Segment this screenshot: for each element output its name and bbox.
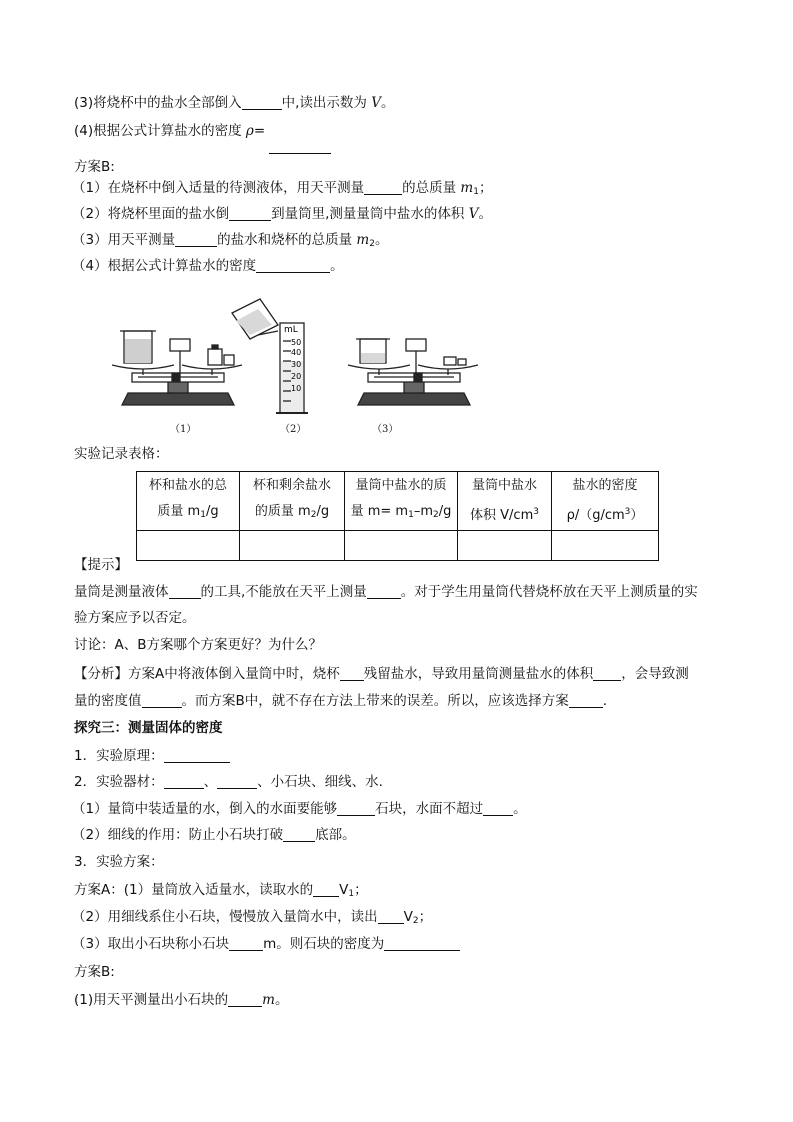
- table-cell[interactable]: [458, 531, 552, 561]
- table-row: [137, 531, 659, 561]
- plan-a-3: （3）取出小石块称小石块 m。则石块的密度为: [72, 934, 460, 954]
- line-step3a: (3)将烧杯中的盐水全部倒入 中,读出示数为 V。: [74, 95, 395, 111]
- balance-with-beaker-icon: [112, 331, 242, 405]
- principle-line: 1．实验原理：: [74, 746, 230, 766]
- analysis-line-2: 量的密度值 。而方案B中，就不存在方法上带来的误差。所以，应该选择方案 .: [74, 693, 608, 709]
- blank[interactable]: [256, 258, 330, 273]
- experiment-figure: [108, 295, 488, 420]
- blank[interactable]: [483, 801, 513, 816]
- tick-label: 20: [291, 372, 302, 381]
- line-b4: （4）根据公式计算盐水的密度 。: [72, 258, 344, 274]
- blank[interactable]: [242, 95, 282, 110]
- table-header-cell: 量筒中盐水 体积 $V/cm^3$: [458, 472, 552, 531]
- balance-with-small-beaker-icon: [348, 339, 478, 405]
- formula-blank[interactable]: [269, 153, 331, 154]
- table-cell[interactable]: [552, 531, 659, 561]
- hint-heading: 【提示】: [74, 557, 128, 573]
- blank[interactable]: [169, 584, 201, 599]
- blank[interactable]: [367, 584, 401, 599]
- blank[interactable]: [337, 801, 375, 816]
- blank[interactable]: [217, 774, 257, 789]
- table-header-cell: 量筒中盐水的质 量 $m= m_1-m_2/g$: [345, 472, 458, 531]
- note-1: （1）量筒中装适量的水，倒入的水面要能够 石块，水面不超过 。: [72, 801, 527, 817]
- blank[interactable]: [569, 693, 603, 708]
- blank[interactable]: [364, 180, 402, 195]
- tick-label: 30: [291, 360, 302, 369]
- table-header-cell: 杯和剩余盐水 的质量 $m_2/g$: [240, 472, 345, 531]
- blank[interactable]: [283, 827, 315, 842]
- plan-b-title: 方案B:: [74, 159, 115, 175]
- discussion: 讨论：A、B方案哪个方案更好？为什么？: [74, 637, 322, 653]
- blank[interactable]: [313, 882, 339, 897]
- table-cell[interactable]: [345, 531, 458, 561]
- figure-caption-3: （3）: [372, 424, 399, 435]
- tick-label: 50: [291, 338, 302, 347]
- equipment-line: 2．实验器材： 、 、小石块、细线、水.: [74, 774, 383, 790]
- tick-label: 10: [291, 384, 302, 393]
- figure-caption-1: （1）: [170, 424, 197, 435]
- plan-a-2: （2）用细线系住小石块，慢慢放入量筒水中，读出 $V_2$；: [72, 909, 433, 926]
- line-b2: （2）将烧杯里面的盐水倒 到量筒里,测量量筒中盐水的体积 V。: [72, 206, 492, 222]
- cylinder-unit: mL: [284, 325, 298, 335]
- plan-heading: 3．实验方案：: [74, 854, 164, 870]
- hint-line-1: 量筒是测量液体 的工具,不能放在天平上测量 。对于学生用量筒代替烧杯放在天平上测质量的实: [74, 584, 698, 600]
- analysis-line-1: 【分析】方案A中将液体倒入量筒中时，烧杯 残留盐水，导致用量筒测量盐水的体积 ，会导致测: [74, 666, 689, 682]
- blank[interactable]: [229, 936, 263, 951]
- blank[interactable]: [378, 909, 404, 924]
- table-cell[interactable]: [137, 531, 240, 561]
- note-2: （2）细线的作用：防止小石块打破 底部。: [72, 827, 356, 843]
- table-header-cell: 盐水的密度 $\rho/(g/cm^3)$: [552, 472, 659, 531]
- tick-label: 40: [291, 348, 302, 357]
- hint-line-2: 验方案应予以否定。: [74, 610, 196, 626]
- line-b3: （3）用天平测量 的盐水和烧杯的总质量 $m_2$。: [72, 232, 389, 249]
- blank[interactable]: [175, 232, 217, 247]
- line-b1: （1）在烧杯中倒入适量的待测液体，用天平测量 的总质量 $m_1$；: [72, 180, 493, 197]
- blank[interactable]: [593, 666, 621, 681]
- line-step4a: (4)根据公式计算盐水的密度 ρ=: [74, 123, 266, 139]
- plan-a-1: 方案A：(1）量筒放入适量水，读取水的 $V_1$；: [74, 882, 368, 899]
- blank[interactable]: [164, 748, 230, 763]
- blank[interactable]: [164, 774, 204, 789]
- record-table-title: 实验记录表格：: [74, 446, 169, 462]
- blank[interactable]: [142, 693, 182, 708]
- blank[interactable]: [228, 992, 262, 1007]
- pouring-beaker-icon: [232, 299, 278, 339]
- plan-b2-1: (1)用天平测量出小石块的 m。: [74, 992, 289, 1008]
- blank[interactable]: [229, 206, 271, 221]
- blank[interactable]: [340, 666, 364, 681]
- blank[interactable]: [384, 936, 460, 951]
- section-3-title: 探究三：测量固体的密度: [74, 720, 223, 736]
- plan-b2-title: 方案B:: [74, 964, 115, 980]
- table-header-cell: 杯和盐水的总 质量 $m_1/g$: [137, 472, 240, 531]
- table-header-row: [137, 472, 659, 531]
- record-table: [136, 471, 659, 561]
- table-cell[interactable]: [240, 531, 345, 561]
- figure-caption-2: （2）: [280, 424, 307, 435]
